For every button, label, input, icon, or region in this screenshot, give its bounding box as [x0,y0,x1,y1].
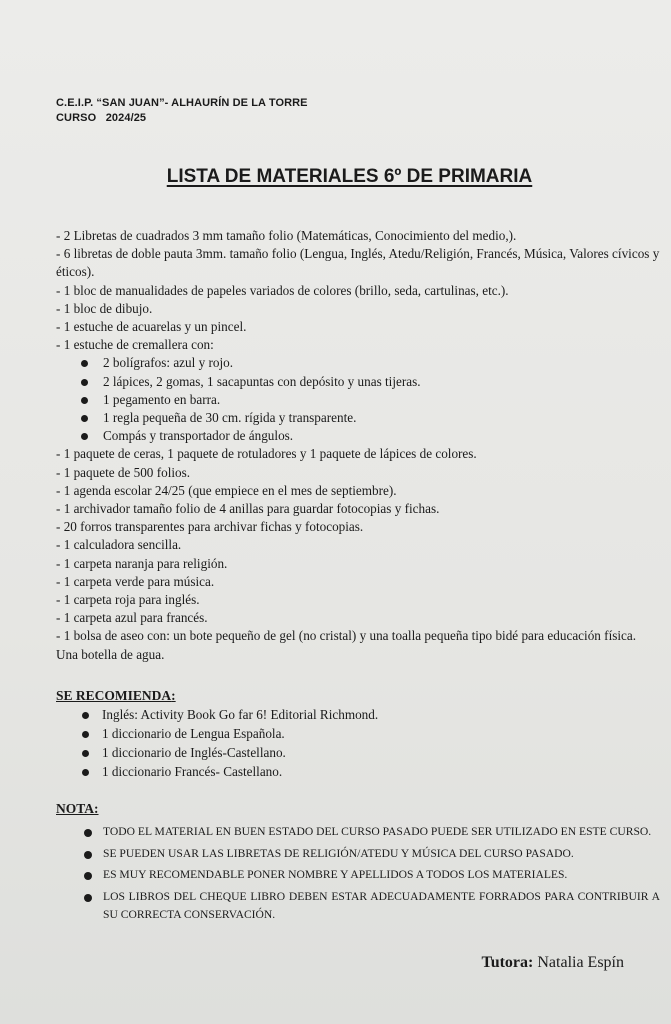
bullet-icon [81,433,88,440]
material-item: - 1 estuche de acuarelas y un pincel. [56,319,247,335]
recommended-heading: SE RECOMIENDA: [56,688,176,703]
school-header [56,96,308,126]
school-name: C.E.I.P. “SAN JUAN”- ALHAURÍN DE LA TORRE [56,97,308,109]
recommended-section [56,686,656,781]
note-section [56,799,660,928]
bullet-icon [84,894,92,902]
pencil-case-item [56,391,660,409]
materials-group-b [56,445,660,663]
note-heading: NOTA: [56,801,99,816]
recommended-item-text: 1 diccionario de Lengua Española. [102,726,285,741]
page-title: LISTA DE MATERIALES 6º DE PRIMARIA [166,166,533,187]
note-item [56,888,660,925]
heading-colon: : [94,801,99,816]
note-list [56,823,660,925]
note-item [56,845,660,864]
bullet-icon [81,360,88,367]
recommended-item-text: 1 diccionario Francés- Castellano. [102,764,283,779]
signature-label: Tutora [481,954,529,971]
note-item-text: TODO EL MATERIAL EN BUEN ESTADO DEL CURSO PASADO PUEDE SER UTILIZADO EN ESTE CURSO. [103,825,652,838]
material-item: - 1 paquete de 500 folios. [56,464,191,480]
signature-colon: : [528,954,538,971]
note-item [56,823,660,842]
material-item: - 1 carpeta azul para francés. [56,610,208,626]
bullet-icon [84,851,92,859]
material-item: - 1 bolsa de aseo con: un bote pequeño de gel (no cristal) y una toalla pequeña tipo bidé para educación física. Una botella de agua. [56,628,637,662]
recommended-list [56,705,656,781]
signature-name: Natalia Espín [537,954,624,971]
recommended-item-text: Inglés: Activity Book Go far 6! Editorial Richmond. [102,707,379,722]
bullet-icon [81,397,88,404]
bullet-icon [82,712,89,719]
material-item: - 1 estuche de cremallera con: [56,337,214,353]
materials-list [56,227,660,664]
pencil-case-item [56,409,660,427]
bullet-icon [82,731,89,738]
recommended-item [56,762,656,781]
material-item: - 1 carpeta naranja para religión. [56,555,228,571]
material-item: - 1 agenda escolar 24/25 (que empiece en el mes de septiembre). [56,482,397,498]
material-item: - 1 carpeta roja para inglés. [56,592,200,608]
pencil-case-item [56,427,660,445]
pencil-case-item-text: Compás y transportador de ángulos. [103,428,294,444]
bullet-icon [81,379,88,386]
recommended-item [56,724,656,743]
bullet-icon [82,750,89,757]
material-item: - 1 paquete de ceras, 1 paquete de rotuladores y 1 paquete de lápices de colores. [56,446,477,462]
bullet-icon [82,769,89,776]
recommended-item-text: 1 diccionario de Inglés-Castellano. [102,745,286,760]
pencil-case-item [56,354,660,372]
material-item: - 1 bloc de manualidades de papeles variados de colores (brillo, seda, cartulinas, etc.). [56,282,509,298]
material-item: - 1 carpeta verde para música. [56,573,215,589]
pencil-case-item-text: 1 regla pequeña de 30 cm. rígida y transparente. [103,410,357,426]
bullet-icon [84,872,92,880]
pencil-case-item-text: 2 lápices, 2 gomas, 1 sacapuntas con depósito y unas tijeras. [103,373,421,389]
bullet-icon [84,829,92,837]
bullet-icon [81,415,88,422]
material-item: - 6 libretas de doble pauta 3mm. tamaño folio (Lengua, Inglés, Atedu/Religión, Francés, Música, Valores cívicos y éticos). [56,246,660,280]
material-item: - 2 Libretas de cuadrados 3 mm tamaño folio (Matemáticas, Conocimiento del medio,). [56,228,517,243]
note-item-text: SE PUEDEN USAR LAS LIBRETAS DE RELIGIÓN/ATEDU Y MÚSICA DEL CURSO PASADO. [103,846,574,860]
materials-group-a [56,227,660,354]
note-item-text: LOS LIBROS DEL CHEQUE LIBRO DEBEN ESTAR ADECUADAMENTE FORRADOS PARA CONTRIBUIR A SU CORRECTA CONSERVACIÓN. [103,889,660,921]
note-item [56,866,660,885]
pencil-case-item [56,373,660,391]
material-item: - 20 forros transparentes para archivar fichas y fotocopias. [56,519,364,535]
material-item: - 1 bloc de dibujo. [56,300,153,316]
note-item-text: ES MUY RECOMENDABLE PONER NOMBRE Y APELLIDOS A TODOS LOS MATERIALES. [103,868,568,881]
recommended-item [56,743,656,762]
heading-colon: : [171,688,176,703]
recommended-item [56,705,656,724]
pencil-case-item-text: 2 bolígrafos: azul y rojo. [103,355,234,371]
material-item: - 1 archivador tamaño folio de 4 anillas para guardar fotocopias y fichas. [56,501,440,517]
signature [482,954,625,972]
pencil-case-item-text: 1 pegamento en barra. [103,391,221,407]
pencil-case-list [56,354,660,445]
school-year: CURSO 2024/25 [56,112,147,124]
material-item: - 1 calculadora sencilla. [56,537,182,553]
